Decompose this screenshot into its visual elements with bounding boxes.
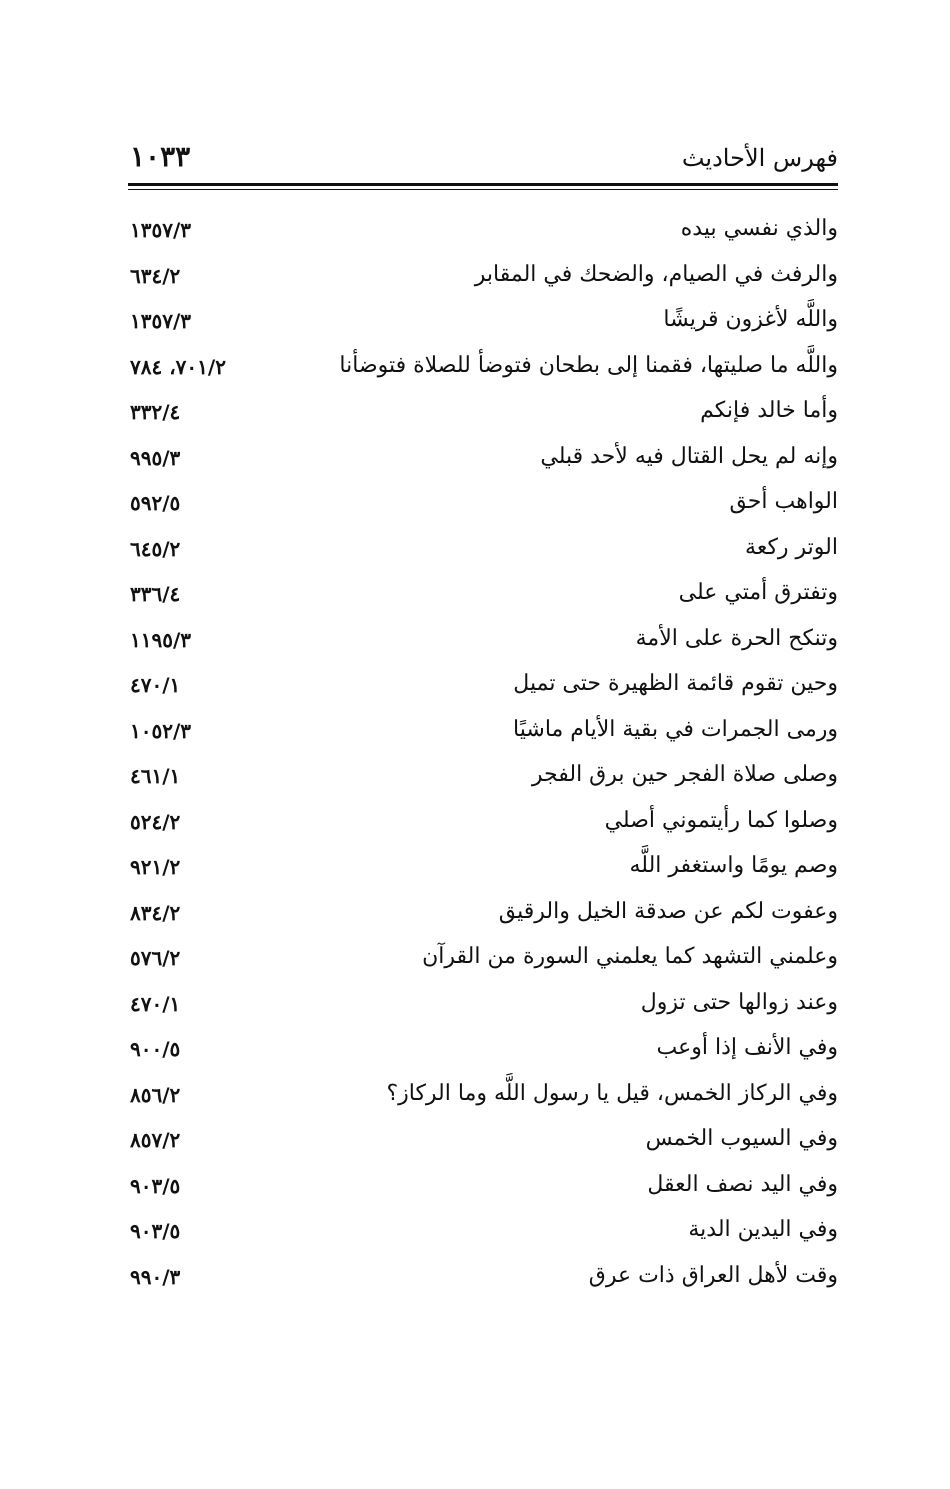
hadith-text: وعلمني التشهد كما يعلمني السورة من القرآن (422, 944, 838, 969)
hadith-text: وحين تقوم قائمة الظهيرة حتى تميل (513, 671, 838, 696)
index-entry (128, 665, 838, 711)
hadith-text: وفي الأنف إذا أوعب (656, 1035, 838, 1060)
index-entry (128, 938, 838, 984)
volume-page-ref: ٣٣٢/٤ (130, 400, 181, 424)
hadith-text: وأما خالد فإنكم (700, 398, 838, 423)
volume-page-ref: ٩٩٠/٣ (130, 1264, 181, 1289)
volume-page-ref: ١٣٥٧/٣ (130, 309, 192, 333)
index-entry (128, 256, 838, 302)
index-entry (128, 711, 838, 757)
index-entry (128, 620, 838, 666)
hadith-text: وصلوا كما رأيتموني أصلي (604, 807, 838, 833)
hadith-text: وصم يومًا واستغفر اللَّه (629, 853, 838, 878)
volume-page-ref: ٤٦١/١ (130, 764, 181, 788)
hadith-text: الواهب أحق (729, 489, 838, 514)
volume-page-ref: ٩٠٣/٥ (130, 1173, 181, 1198)
hadith-text: وقت لأهل العراق ذات عرق (588, 1262, 838, 1288)
index-entry (128, 1257, 838, 1303)
volume-page-ref: ٥٢٤/٢ (130, 809, 181, 834)
volume-page-ref: ٤٧٠/١ (130, 991, 181, 1016)
hadith-text: والرفث في الصيام، والضحك في المقابر (474, 261, 838, 287)
hadith-index-list (128, 210, 838, 1302)
volume-page-ref: ٤٧٠/١ (130, 673, 181, 697)
index-entry (128, 1029, 838, 1075)
index-entry (128, 802, 838, 848)
index-entry (128, 301, 838, 347)
volume-page-ref: ٨٣٤/٢ (130, 900, 181, 925)
running-title: فهرس الأحاديث (681, 144, 838, 172)
index-entry (128, 210, 838, 256)
index-entry (128, 1120, 838, 1166)
index-entry (128, 529, 838, 575)
header-rule-thin (128, 189, 838, 190)
index-entry (128, 756, 838, 802)
volume-page-ref: ٩٠٠/٥ (130, 1037, 181, 1061)
volume-page-ref: ٧٠١/٢، ٧٨٤ (130, 354, 226, 379)
hadith-text: وعفوت لكم عن صدقة الخيل والرقيق (498, 898, 838, 924)
hadith-text: وفي اليدين الدية (688, 1217, 838, 1242)
volume-page-ref: ٣٣٦/٤ (130, 582, 181, 606)
hadith-text: ورمى الجمرات في بقية الأيام ماشيًا (513, 716, 838, 742)
hadith-text: وفي اليد نصف العقل (647, 1171, 838, 1197)
index-entry (128, 1166, 838, 1212)
page-header (128, 138, 838, 180)
hadith-text: وتنكح الحرة على الأمة (635, 625, 838, 651)
volume-page-ref: ١٠٥٢/٣ (130, 718, 192, 743)
index-entry (128, 984, 838, 1030)
index-entry (128, 847, 838, 893)
volume-page-ref: ٨٥٧/٢ (130, 1128, 181, 1152)
index-entry (128, 438, 838, 484)
volume-page-ref: ١١٩٥/٣ (130, 627, 192, 652)
index-entry (128, 392, 838, 438)
hadith-text: وتفترق أمتي على (678, 580, 838, 605)
index-entry (128, 1211, 838, 1257)
hadith-text: والذي نفسي بيده (680, 216, 838, 241)
index-entry (128, 347, 838, 393)
hadith-text: وفي السيوب الخمس (645, 1126, 838, 1151)
hadith-text: وفي الركاز الخمس، قيل يا رسول اللَّه وما الركاز؟ (386, 1080, 838, 1106)
page-number: ١٠٣٣ (130, 140, 191, 173)
hadith-text: وإنه لم يحل القتال فيه لأحد قبلي (540, 443, 838, 469)
index-entry (128, 893, 838, 939)
volume-page-ref: ٩٩٥/٣ (130, 445, 181, 470)
index-entry (128, 1075, 838, 1121)
hadith-text: وصلى صلاة الفجر حين برق الفجر (531, 762, 838, 787)
volume-page-ref: ٦٣٤/٢ (130, 263, 181, 288)
volume-page-ref: ٨٥٦/٢ (130, 1082, 181, 1107)
volume-page-ref: ٩٢١/٢ (130, 855, 181, 879)
hadith-text: واللَّه ما صليتها، فقمنا إلى بطحان فتوضأ للصلاة فتوضأنا (339, 352, 838, 378)
index-entry (128, 483, 838, 529)
volume-page-ref: ٥٧٦/٢ (130, 946, 181, 970)
hadith-text: واللَّه لأغزون قريشًا (663, 307, 838, 332)
volume-page-ref: ٦٤٥/٢ (130, 536, 181, 561)
index-entry (128, 574, 838, 620)
header-rule-thick (128, 183, 838, 186)
hadith-text: وعند زوالها حتى تزول (640, 989, 838, 1015)
volume-page-ref: ٥٩٢/٥ (130, 491, 181, 515)
volume-page-ref: ١٣٥٧/٣ (130, 218, 192, 242)
volume-page-ref: ٩٠٣/٥ (130, 1219, 181, 1243)
hadith-text: الوتر ركعة (745, 534, 838, 560)
